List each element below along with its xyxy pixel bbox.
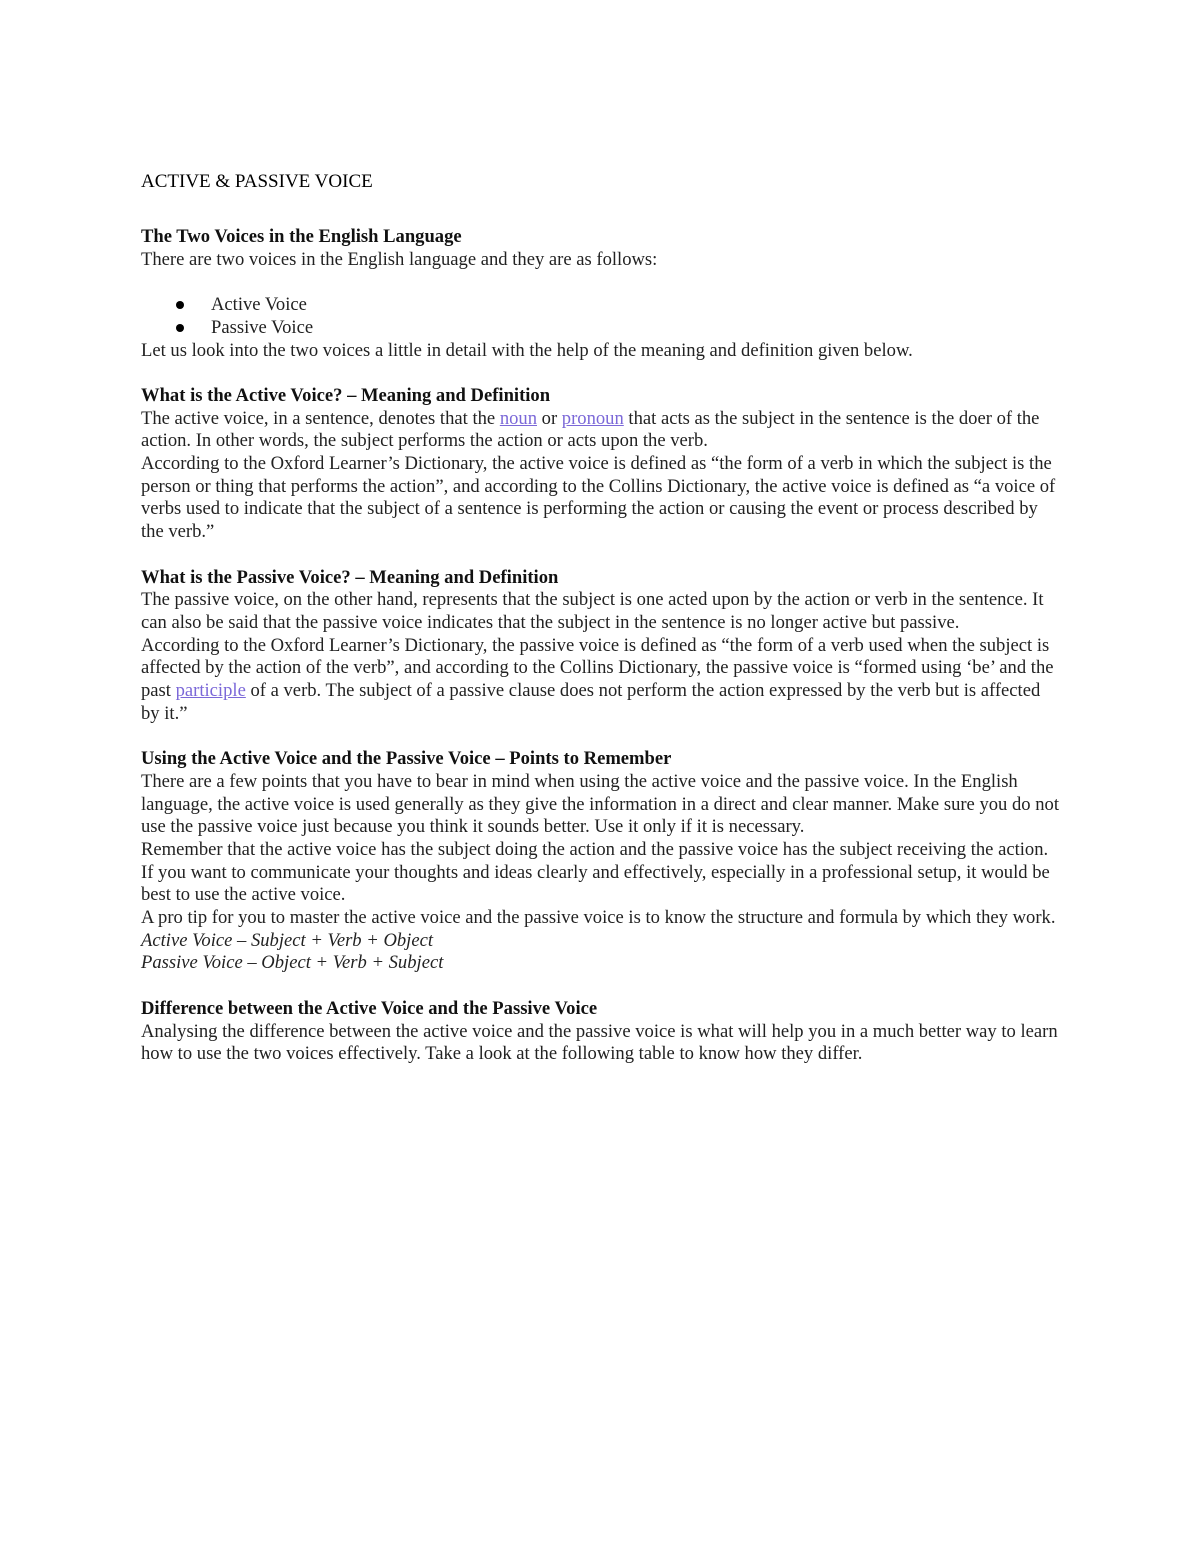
- list-item: Active Voice: [174, 294, 1061, 317]
- paragraph: [141, 408, 1061, 453]
- section-heading: What is the Passive Voice? – Meaning and Definition: [141, 566, 559, 588]
- section-heading: The Two Voices in the English Language: [141, 226, 462, 247]
- participle-link[interactable]: participle: [175, 680, 246, 702]
- section-two-voices: [141, 226, 1061, 362]
- text-run: that acts as the subject in the sentence is the doer of the action. In other words, the subject performs the action or acts upon the verb.: [141, 407, 1040, 452]
- document-title: ACTIVE & PASSIVE VOICE: [141, 171, 373, 192]
- paragraph: The passive voice, on the other hand, represents that the subject is one acted upon by the action or verb in the sentence. It can also be said that the passive voice indicates that the subject in the sentence is no longer active but passive.: [141, 589, 1044, 633]
- paragraph: According to the Oxford Learner’s Dictionary, the active voice is defined as “the form of a verb in which the subject is the person or thing that performs the action”, and according to the Collins Dictionary, the active voice is defined as “a voice of verbs used to indicate that the subject of a sentence is performing the action or causing the event or process described by the verb.”: [141, 453, 1056, 543]
- document-page: [141, 168, 1061, 1066]
- paragraph: There are a few points that you have to bear in mind when using the active voice and the passive voice. In the English language, the active voice is used generally as they give the information in a direct and clear manner. Make sure you do not use the passive voice just because you think it sounds better. Use it only if it is necessary.: [141, 770, 1060, 838]
- text-run: The active voice, in a sentence, denotes that the: [141, 407, 500, 429]
- paragraph: A pro tip for you to master the active voice and the passive voice is to know the structure and formula by which they work.: [141, 907, 1056, 929]
- paragraph: There are two voices in the English language and they are as follows:: [141, 248, 658, 270]
- section-heading: Difference between the Active Voice and the Passive Voice: [141, 997, 598, 1019]
- paragraph: Let us look into the two voices a little in detail with the help of the meaning and definition given below.: [141, 339, 913, 361]
- section-heading: What is the Active Voice? – Meaning and Definition: [141, 384, 551, 406]
- paragraph: Remember that the active voice has the subject doing the action and the passive voice has the subject receiving the action. If you want to communicate your thoughts and ideas clearly and effectively, especially in a professional setup, it would be best to use the active voice.: [141, 838, 1050, 906]
- paragraph: [141, 635, 1061, 726]
- pronoun-link[interactable]: pronoun: [561, 407, 624, 429]
- paragraph: Analysing the difference between the active voice and the passive voice is what will help you in a much better way to learn how to use the two voices effectively. Take a look at the following table to know how they differ.: [141, 1020, 1058, 1065]
- formula-passive: Passive Voice – Object + Verb + Subject: [141, 952, 444, 974]
- text-run: or: [537, 407, 562, 429]
- text-run: According to the Oxford Learner’s Dictionary, the passive voice is defined as “the form of a verb used when the subject is affected by the action of the verb”, and according to the Collins Dictionary, the passive voice is “formed using ‘be’ and the past: [141, 634, 1054, 702]
- section-difference: [141, 998, 1061, 1066]
- section-points-to-remember: [141, 748, 1061, 975]
- section-passive-voice: [141, 567, 1061, 726]
- section-heading: Using the Active Voice and the Passive Voice – Points to Remember: [141, 748, 672, 770]
- list-item: Passive Voice: [174, 317, 1061, 340]
- noun-link[interactable]: noun: [499, 407, 537, 429]
- formula-active: Active Voice – Subject + Verb + Object: [141, 929, 434, 951]
- section-active-voice: [141, 385, 1061, 544]
- bullet-list: [141, 294, 1061, 339]
- text-run: of a verb. The subject of a passive clause does not perform the action expressed by the verb but is affected by it.”: [141, 680, 1041, 724]
